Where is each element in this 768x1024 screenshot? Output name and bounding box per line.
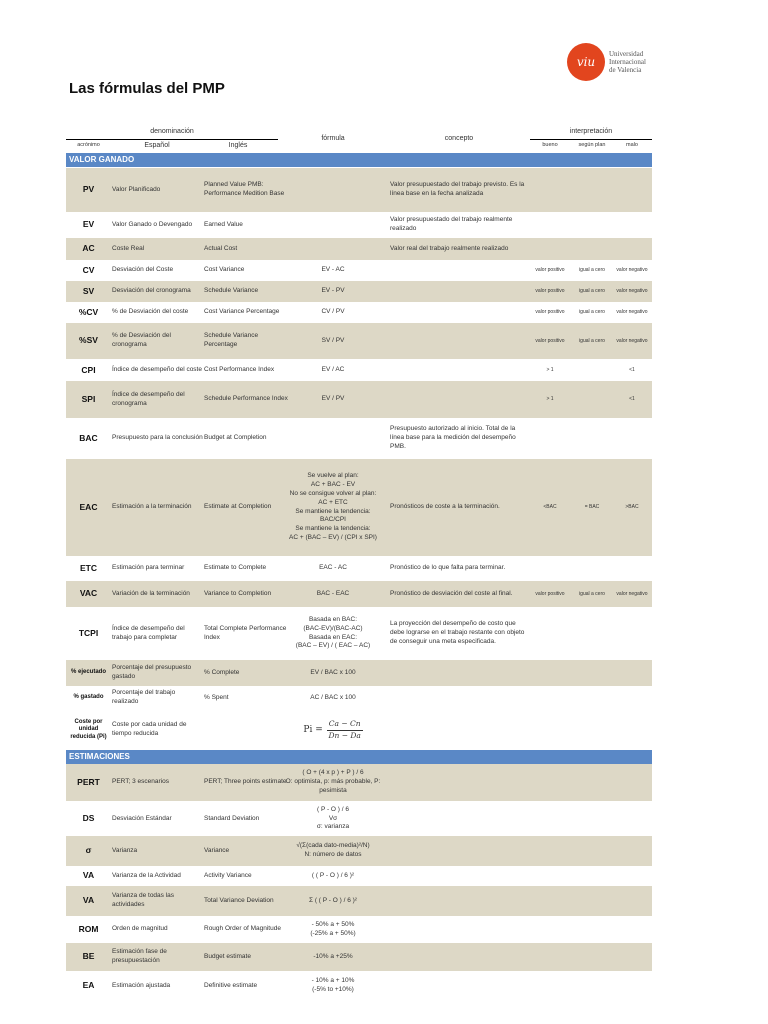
cell-interp-good: valor positivo: [535, 267, 565, 274]
cell-formula: ( ( P - O ) / 6 )²: [311, 871, 355, 879]
cell-concept: [389, 971, 529, 1001]
cell-interp-good: [528, 836, 572, 866]
cell-concept: [389, 359, 529, 382]
cell-name-es: Índice de desempeño del trabajo para completar: [112, 624, 185, 641]
cell-formula: [278, 212, 388, 238]
cell-interp-bad: valor negativo: [616, 267, 648, 274]
cell-interp-good: valor positivo: [535, 590, 565, 597]
cell-interp-good: [528, 686, 572, 710]
cell-formula: Basada en BAC: (BAC-EV)/(BAC-AC) Basada en EAC: (BAC – EV) / ( EAC – AC): [295, 615, 371, 650]
page-title: Las fórmulas del PMP: [69, 80, 225, 97]
cell-name-es: Desviación Estándar: [112, 814, 172, 822]
cell-name-es: Orden de magnitud: [112, 925, 168, 933]
cell-concept: [389, 302, 529, 323]
cell-name-en: Cost Variance: [204, 266, 245, 274]
cell-acronym: SPI: [81, 393, 96, 404]
cell-interp-plan: [572, 381, 612, 418]
cell-name-en: Actual Cost: [204, 244, 238, 252]
cell-name-en: Variance to Completion: [204, 589, 272, 597]
cell-name-es: Varianza de la Actividad: [112, 871, 181, 879]
cell-interp-bad: [612, 418, 652, 459]
cell-concept: [389, 866, 529, 886]
cell-name-es: Coste Real: [112, 244, 145, 252]
cell-interp-good: > 1: [546, 367, 554, 374]
cell-concept: [389, 686, 529, 710]
cell-formula: [278, 238, 388, 260]
table-row: [66, 556, 652, 581]
cell-interp-good: [528, 971, 572, 1001]
cell-interp-bad: [612, 238, 652, 260]
cell-interp-bad: [612, 866, 652, 886]
cell-concept: [389, 801, 529, 837]
cell-acronym: EV: [82, 219, 95, 230]
cell-formula: -10% a +25%: [313, 952, 353, 960]
cell-formula: SV / PV: [321, 336, 345, 344]
cell-interp-plan: [572, 764, 612, 801]
cell-acronym: SV: [82, 285, 95, 296]
cell-formula: BAC - EAC: [316, 589, 350, 597]
cell-formula: Se vuelve al plan: AC + BAC - EV No se consigue volver al plan: AC + ETC Se mantiene la tendencia: BAC/CPI Se mantiene la tendencia: AC + (BAC – EV) / (CPI x SPI): [289, 472, 377, 541]
cell-formula: AC / BAC x 100: [310, 693, 356, 701]
cell-concept: [389, 660, 529, 686]
cell-formula: EV / PV: [321, 395, 345, 403]
cell-concept: [389, 281, 529, 302]
header-acronimo: acrónimo: [77, 142, 100, 148]
cell-interp-bad: valor negativo: [616, 309, 648, 316]
cell-interp-good: [528, 212, 572, 238]
cell-concept: [389, 943, 529, 971]
table-row: [66, 607, 652, 660]
table-row: [66, 801, 652, 837]
cell-acronym: %CV: [78, 306, 99, 317]
cell-name-en: % Complete: [204, 668, 240, 676]
cell-formula: CV / PV: [321, 308, 345, 316]
cell-interp-plan: [572, 943, 612, 971]
cell-acronym: ROM: [78, 923, 99, 934]
cell-concept: [389, 836, 529, 866]
cell-name-en: Schedule Performance Index: [204, 395, 288, 403]
cell-formula: [278, 418, 388, 459]
cell-concept: [389, 916, 529, 943]
cell-name-es: Estimación a la terminación: [112, 503, 192, 511]
logo-text: Universidad Internacional de Valencia: [609, 50, 646, 74]
cell-acronym: BAC: [79, 432, 98, 443]
cell-interp-bad: [612, 886, 652, 916]
cell-name-en: Total Variance Deviation: [204, 896, 274, 904]
cell-name-es: Presupuesto para la conclusión: [112, 434, 203, 442]
cell-name-en: Schedule Variance Percentage: [204, 332, 259, 348]
cell-formula: - 10% a + 10% (-5% to +10%): [311, 977, 355, 993]
cell-acronym: CPI: [81, 364, 96, 375]
cell-acronym: PV: [82, 184, 95, 195]
cell-acronym: σ: [85, 845, 92, 856]
cell-acronym: ETC: [80, 562, 97, 573]
cell-interp-plan: igual a cero: [579, 309, 605, 316]
cell-interp-bad: valor negativo: [616, 337, 648, 344]
logo-mark: viu: [567, 43, 605, 81]
cell-interp-good: [528, 418, 572, 459]
cell-acronym: VAC: [79, 588, 98, 599]
section-valor-ganado: VALOR GANADO: [66, 153, 652, 167]
cell-name-es: Coste por cada unidad de tiempo reducida: [112, 721, 187, 737]
cell-interp-good: [528, 886, 572, 916]
cell-concept: Pronóstico de desviación del coste al final.: [390, 589, 513, 597]
table-row: [66, 281, 652, 302]
cell-interp-plan: igual a cero: [579, 288, 605, 295]
cell-interp-plan: [572, 971, 612, 1001]
cell-interp-bad: [612, 971, 652, 1001]
cell-interp-bad: [612, 686, 652, 710]
table-row: [66, 260, 652, 281]
cell-interp-bad: [612, 916, 652, 943]
cell-interp-bad: [612, 212, 652, 238]
cell-interp-bad: [612, 168, 652, 212]
header-formula: fórmula: [321, 135, 345, 142]
cell-formula: - 50% a + 50% (-25% a + 50%): [310, 920, 356, 937]
cell-name-es: Porcentaje del presupuesto gastado: [112, 664, 192, 680]
table-row: [66, 916, 652, 943]
header-divider: [66, 139, 278, 140]
cell-concept: Valor real del trabajo realmente realizado: [390, 244, 509, 252]
cell-interp-good: [528, 168, 572, 212]
table-row: [66, 359, 652, 382]
cell-interp-good: [528, 238, 572, 260]
cell-name-es: Índice de desempeño del cronograma: [112, 390, 185, 407]
cell-interp-plan: [572, 866, 612, 886]
cell-interp-good: valor positivo: [535, 337, 565, 344]
cell-interp-bad: [612, 660, 652, 686]
header-ingles: Inglés: [228, 142, 248, 149]
table-row: [66, 866, 652, 886]
section-estimaciones: ESTIMACIONES: [66, 750, 652, 764]
cell-name-es: Varianza: [112, 846, 138, 854]
cell-name-es: Valor Ganado o Devengado: [112, 220, 193, 228]
table-row: [66, 381, 652, 418]
cell-name-es: Varianza de todas las actividades: [112, 892, 175, 908]
cell-concept: [389, 323, 529, 359]
cell-concept: Pronósticos de coste a la terminación.: [390, 503, 500, 511]
cell-interp-plan: [572, 556, 612, 581]
cell-interp-plan: igual a cero: [579, 590, 605, 597]
cell-formula: [278, 168, 388, 212]
cell-interp-bad: [612, 801, 652, 837]
cell-name-es: Desviación del Coste: [112, 266, 174, 274]
cell-name-es: Estimación ajustada: [112, 981, 171, 989]
cell-name-en: Variance: [204, 846, 230, 854]
cell-interp-good: [528, 660, 572, 686]
cell-concept: [389, 886, 529, 916]
table-row: [66, 836, 652, 866]
cell-interp-plan: [572, 168, 612, 212]
cell-concept: Pronóstico de lo que falta para terminar.: [390, 564, 506, 572]
cell-interp-plan: [572, 836, 612, 866]
cell-interp-plan: [572, 660, 612, 686]
header-bueno: bueno: [542, 142, 558, 148]
cell-formula: EV - AC: [321, 266, 345, 274]
cell-name-en: Estimate to Complete: [204, 564, 267, 572]
cell-interp-bad: valor negativo: [616, 288, 648, 295]
cell-name-en: Activity Variance: [204, 871, 252, 879]
cell-interp-good: > 1: [546, 396, 554, 403]
cell-interp-plan: [572, 212, 612, 238]
cell-name-es: Estimación fase de presupuestación: [112, 948, 167, 964]
cell-interp-bad: valor negativo: [616, 590, 648, 597]
cell-interp-bad: [612, 607, 652, 660]
cell-interp-good: [528, 801, 572, 837]
cell-name-es: Porcentaje del trabajo realizado: [112, 689, 176, 705]
cell-name-en: PERT; Three points estimate: [204, 778, 287, 786]
cell-interp-bad: [612, 836, 652, 866]
pi-formula: Pi = $\frac{Ca - Cn}{Dn - Da}$: [303, 719, 361, 740]
table-row: [66, 238, 652, 260]
cell-name-en: Cost Performance Index: [204, 366, 275, 374]
cell-interp-plan: [572, 916, 612, 943]
university-logo: [567, 43, 659, 81]
cell-name-es: Valor Planificado: [112, 185, 161, 193]
cell-acronym: AC: [82, 243, 95, 254]
cell-name-en: Cost Variance Percentage: [204, 308, 280, 316]
cell-interp-plan: [572, 238, 612, 260]
cell-name-en: Earned Value: [204, 220, 243, 228]
cell-interp-bad: [612, 556, 652, 581]
cell-acronym: TCPI: [78, 627, 99, 638]
table-row: [66, 660, 652, 686]
cell-acronym: CV: [82, 264, 95, 275]
table-row: [66, 212, 652, 238]
cell-concept: Presupuesto autorizado al inicio. Total de la línea base para la medición del desempeño PMB.: [390, 425, 516, 450]
cell-interp-good: [528, 764, 572, 801]
cell-formula: ( P - O ) / 6 Vσ σ: varianza: [316, 805, 350, 831]
cell-name-en: Planned Value PMB: Performance Medition Base: [204, 181, 285, 197]
cell-interp-plan: = BAC: [584, 504, 600, 511]
cell-formula: EV / AC: [321, 366, 345, 374]
cell-acronym: BE: [82, 951, 95, 962]
cell-interp-plan: [572, 359, 612, 382]
cell-acronym: % gastado: [73, 694, 104, 701]
cell-interp-good: valor positivo: [535, 309, 565, 316]
header-espanol: Español: [144, 142, 170, 149]
cell-acronym: %SV: [79, 335, 98, 346]
table-row: [66, 886, 652, 916]
cell-interp-good: [528, 556, 572, 581]
cell-formula: Σ ( ( P - O ) / 6 )²: [309, 896, 357, 904]
cell-interp-plan: [572, 607, 612, 660]
cell-interp-good: [528, 916, 572, 943]
cell-name-es: Variación de la terminación: [112, 589, 190, 597]
cell-name-en: Standard Deviation: [204, 814, 260, 822]
cell-interp-good: valor positivo: [535, 288, 565, 295]
cell-interp-plan: igual a cero: [579, 267, 605, 274]
cell-formula: ( O + (4 x p ) + P ) / 6 O: optimista, p: más probable, P: pesimista: [285, 769, 381, 794]
table-row: [66, 302, 652, 323]
cell-name-en: Budget at Completion: [204, 434, 267, 442]
cell-name-es: % de Desviación del coste: [112, 308, 189, 316]
cell-acronym: VA: [82, 870, 95, 881]
header-interpretacion: interpretación: [569, 128, 613, 135]
table-row: [66, 168, 652, 212]
cell-interp-bad: >BAC: [625, 504, 639, 511]
cell-interp-plan: igual a cero: [579, 337, 605, 344]
cell-interp-bad: [612, 764, 652, 801]
table-row: [66, 323, 652, 359]
cell-name-es: PERT; 3 escenarios: [112, 778, 169, 786]
cell-formula: EV - PV: [321, 287, 345, 295]
cell-interp-bad: <1: [629, 396, 635, 403]
cell-name-es: Estimación para terminar: [112, 564, 185, 572]
cell-concept: [389, 764, 529, 801]
cell-acronym: EAC: [79, 501, 98, 512]
table-row: [66, 686, 652, 710]
cell-concept: [389, 260, 529, 281]
header-concepto: concepto: [444, 135, 474, 142]
cell-acronym: VA: [82, 895, 95, 906]
header-row-sub: [66, 142, 652, 152]
cell-name-en: % Spent: [204, 693, 229, 701]
cell-interp-bad: <1: [629, 367, 635, 374]
cell-concept: [389, 710, 529, 750]
cell-concept: Valor presupuestado del trabajo previsto. Es la línea base en la fecha analizada: [390, 181, 525, 197]
cell-concept: Valor presupuestado del trabajo realmente realizado: [390, 216, 513, 232]
cell-interp-plan: [572, 686, 612, 710]
header-denominacion: denominación: [150, 128, 194, 135]
cell-name-en: Rough Order of Magnitude: [204, 925, 281, 933]
table-row: [66, 418, 652, 459]
cell-interp-bad: [612, 943, 652, 971]
table-row: [66, 581, 652, 607]
cell-acronym: PERT: [77, 776, 100, 787]
cell-name-es: % de Desviación del cronograma: [112, 332, 171, 348]
cell-interp-good: [528, 866, 572, 886]
cell-acronym: DS: [82, 813, 95, 824]
table-row: [66, 710, 652, 750]
cell-formula: √(Σ(cada dato-media)²/N) N: número de datos: [296, 842, 370, 858]
header-divider: [530, 139, 652, 140]
header-malo: malo: [626, 142, 638, 148]
table-row: [66, 459, 652, 556]
cell-name-es: Desviación del cronograma: [112, 287, 191, 295]
cell-concept: La proyección del desempeño de costo que debe lograrse en el trabajo restante con objeto de conseguir una meta especificada.: [390, 620, 525, 645]
cell-interp-good: [528, 943, 572, 971]
cell-interp-bad: [612, 710, 652, 750]
cell-formula: EV / BAC x 100: [310, 668, 356, 676]
cell-formula: EAC - AC: [319, 564, 347, 572]
header-segun-plan: según plan: [578, 142, 606, 148]
cell-interp-plan: [572, 710, 612, 750]
cell-name-en: Schedule Variance: [204, 287, 259, 295]
table-row: [66, 943, 652, 971]
cell-concept: [389, 381, 529, 418]
cell-interp-good: <BAC: [543, 504, 557, 511]
cell-name-en: Estimate at Completion: [204, 503, 272, 511]
cell-interp-good: [528, 710, 572, 750]
cell-acronym: EA: [82, 980, 95, 991]
cell-interp-plan: [572, 886, 612, 916]
table-row: [66, 971, 652, 1001]
cell-interp-good: [528, 607, 572, 660]
cell-name-en: Total Complete Performance Index: [204, 624, 287, 641]
cell-name-en: Budget estimate: [204, 952, 251, 960]
cell-acronym: % ejecutado: [70, 669, 106, 676]
table-row: [66, 764, 652, 801]
cell-acronym: Coste por unidad reducida (Pi): [70, 719, 107, 740]
cell-interp-plan: [572, 801, 612, 837]
cell-interp-plan: [572, 418, 612, 459]
cell-name-es: Índice de desempeño del coste: [112, 366, 202, 374]
cell-name-en: Definitive estimate: [204, 981, 258, 989]
